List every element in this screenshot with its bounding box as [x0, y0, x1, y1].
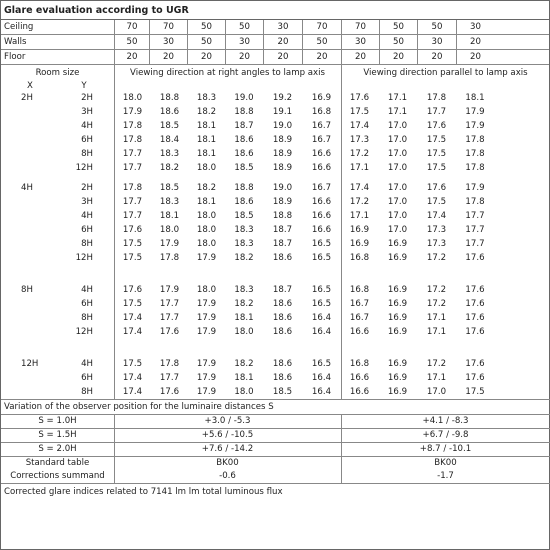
- ugr-value-parallel: 17.7: [465, 225, 485, 235]
- room-y-label: 12H: [75, 253, 93, 263]
- ugr-value-perpendicular: 18.6: [272, 359, 293, 369]
- ugr-value-parallel: 17.0: [387, 121, 408, 131]
- ugr-value-perpendicular: 17.6: [122, 285, 143, 295]
- room-y-label: 12H: [75, 163, 93, 173]
- ugr-value-perpendicular: 17.8: [122, 121, 143, 131]
- ugr-value-perpendicular: 17.6: [159, 387, 180, 397]
- reflectance-value: 30: [417, 35, 456, 50]
- variation-perpendicular: +3.0 / -5.3: [204, 416, 251, 426]
- ugr-value-parallel: 18.1: [465, 93, 485, 103]
- ugr-value-perpendicular: 17.9: [196, 387, 217, 397]
- room-y-label: 8H: [81, 239, 93, 249]
- ugr-value-perpendicular: 18.0: [196, 225, 217, 235]
- ugr-value-perpendicular: 17.9: [196, 373, 217, 383]
- reflectance-value: 20: [456, 50, 494, 65]
- reflectance-value: 50: [302, 35, 341, 50]
- divider-directions: [341, 65, 342, 399]
- ugr-value-parallel: 16.7: [311, 135, 332, 145]
- ugr-value-parallel: 17.1: [387, 107, 408, 117]
- ugr-value-perpendicular: 18.7: [272, 239, 293, 249]
- ugr-value-parallel: 17.8: [465, 135, 485, 145]
- ugr-value-parallel: 17.6: [465, 373, 485, 383]
- perpendicular-direction-label: Viewing direction at right angles to lamp axis: [130, 68, 325, 78]
- room-size-label: Room size: [35, 68, 80, 78]
- ugr-value-perpendicular: 18.2: [196, 183, 217, 193]
- ugr-value-perpendicular: 18.0: [159, 225, 180, 235]
- ugr-value-perpendicular: 18.5: [234, 163, 254, 173]
- ugr-value-parallel: 16.9: [387, 285, 408, 295]
- ugr-value-parallel: 16.9: [387, 373, 408, 383]
- ugr-value-perpendicular: 18.8: [272, 211, 293, 221]
- ugr-value-parallel: 17.0: [387, 225, 408, 235]
- ugr-value-perpendicular: 18.6: [234, 135, 254, 145]
- corrections-parallel: -1.7: [437, 471, 454, 481]
- ugr-value-parallel: 16.5: [311, 285, 332, 295]
- header-row-label: Ceiling: [4, 22, 34, 32]
- ugr-value-perpendicular: 19.0: [234, 93, 254, 103]
- ugr-value-perpendicular: 17.8: [159, 253, 180, 263]
- ugr-value-parallel: 16.6: [311, 211, 332, 221]
- corrections-perpendicular: -0.6: [219, 471, 236, 481]
- ugr-value-parallel: 16.6: [311, 149, 332, 159]
- header-row-label: Walls: [4, 37, 27, 47]
- variation-parallel: +4.1 / -8.3: [422, 416, 469, 426]
- ugr-value-parallel: 16.8: [311, 107, 332, 117]
- ugr-value-parallel: 17.6: [465, 285, 485, 295]
- ugr-value-perpendicular: 18.8: [234, 107, 254, 117]
- ugr-value-perpendicular: 18.6: [272, 313, 293, 323]
- ugr-value-perpendicular: 18.1: [196, 149, 217, 159]
- ugr-value-parallel: 17.5: [349, 107, 370, 117]
- ugr-value-perpendicular: 17.9: [122, 107, 143, 117]
- room-y-label: 4H: [81, 359, 93, 369]
- ugr-value-perpendicular: 18.2: [234, 299, 254, 309]
- ugr-value-parallel: 17.0: [387, 163, 408, 173]
- ugr-value-parallel: 16.7: [349, 313, 370, 323]
- ugr-value-perpendicular: 17.7: [122, 211, 143, 221]
- ugr-value-perpendicular: 17.5: [122, 359, 143, 369]
- y-label: Y: [81, 81, 87, 91]
- ugr-value-perpendicular: 17.9: [196, 299, 217, 309]
- room-y-label: 8H: [81, 313, 93, 323]
- ugr-value-parallel: 16.4: [311, 387, 332, 397]
- ugr-value-perpendicular: 18.6: [272, 373, 293, 383]
- reflectance-value: 30: [149, 35, 187, 50]
- ugr-value-perpendicular: 18.3: [196, 93, 217, 103]
- reflectance-value: 50: [379, 35, 417, 50]
- reflectance-value: 20: [379, 50, 417, 65]
- x-label: X: [27, 81, 33, 91]
- ugr-value-parallel: 16.5: [311, 239, 332, 249]
- ugr-value-parallel: 17.0: [387, 211, 408, 221]
- divider-room-size: [114, 65, 115, 399]
- ugr-value-perpendicular: 17.5: [122, 299, 143, 309]
- ugr-value-perpendicular: 18.7: [272, 225, 293, 235]
- observer-distance-label: S = 1.0H: [38, 416, 77, 426]
- room-y-label: 6H: [81, 373, 93, 383]
- room-y-label: 12H: [75, 327, 93, 337]
- ugr-value-perpendicular: 17.5: [122, 239, 143, 249]
- reflectance-value: 30: [341, 35, 379, 50]
- ugr-value-perpendicular: 18.6: [159, 107, 180, 117]
- ugr-value-parallel: 16.8: [349, 253, 370, 263]
- ugr-value-perpendicular: 17.8: [159, 359, 180, 369]
- ugr-value-parallel: 17.8: [465, 197, 485, 207]
- ugr-value-perpendicular: 17.4: [122, 387, 143, 397]
- header-row-ceiling: [1, 20, 549, 35]
- ugr-value-parallel: 17.7: [465, 211, 485, 221]
- ugr-value-parallel: 16.6: [311, 225, 332, 235]
- room-x-label: 2H: [21, 93, 33, 103]
- ugr-value-perpendicular: 18.0: [234, 387, 254, 397]
- ugr-value-perpendicular: 19.1: [272, 107, 293, 117]
- ugr-value-parallel: 17.8: [465, 163, 485, 173]
- reflectance-value: 20: [456, 35, 494, 50]
- ugr-value-parallel: 17.1: [349, 163, 370, 173]
- reflectance-value: 20: [417, 50, 456, 65]
- room-y-label: 2H: [81, 183, 93, 193]
- ugr-value-perpendicular: 18.3: [234, 225, 254, 235]
- ugr-value-perpendicular: 17.4: [122, 373, 143, 383]
- ugr-value-perpendicular: 18.7: [234, 121, 254, 131]
- ugr-value-parallel: 17.5: [465, 387, 485, 397]
- ugr-value-parallel: 16.7: [311, 183, 332, 193]
- ugr-value-parallel: 17.4: [349, 121, 370, 131]
- ugr-value-parallel: 17.2: [426, 299, 447, 309]
- ugr-value-perpendicular: 17.7: [122, 149, 143, 159]
- ugr-value-perpendicular: 18.0: [234, 327, 254, 337]
- reflectance-value: 50: [187, 35, 225, 50]
- reflectance-value: 20: [187, 50, 225, 65]
- ugr-value-perpendicular: 18.1: [234, 313, 254, 323]
- ugr-value-parallel: 17.0: [387, 197, 408, 207]
- ugr-value-parallel: 17.9: [465, 121, 485, 131]
- standard-table-parallel: BK00: [434, 458, 457, 468]
- divider-variation-label-col: [114, 414, 115, 483]
- ugr-value-perpendicular: 17.5: [122, 253, 143, 263]
- ugr-value-perpendicular: 18.7: [272, 285, 293, 295]
- ugr-value-parallel: 17.6: [465, 253, 485, 263]
- ugr-value-perpendicular: 17.9: [196, 359, 217, 369]
- ugr-value-parallel: 17.1: [387, 93, 408, 103]
- ugr-value-parallel: 17.5: [426, 135, 447, 145]
- ugr-value-perpendicular: 18.9: [272, 163, 293, 173]
- ugr-value-parallel: 17.0: [387, 183, 408, 193]
- ugr-value-parallel: 17.3: [426, 239, 447, 249]
- parallel-direction-label: Viewing direction parallel to lamp axis: [363, 68, 528, 78]
- corrections-summand-label: Corrections summand: [10, 471, 105, 481]
- reflectance-value: 20: [263, 50, 302, 65]
- header-row-walls: [1, 35, 549, 50]
- ugr-value-parallel: 17.8: [426, 93, 447, 103]
- ugr-value-parallel: 16.9: [387, 239, 408, 249]
- reflectance-value: 20: [114, 50, 149, 65]
- ugr-value-perpendicular: 18.5: [159, 121, 180, 131]
- ugr-value-parallel: 16.6: [311, 163, 332, 173]
- ugr-value-perpendicular: 18.9: [272, 149, 293, 159]
- ugr-value-perpendicular: 17.8: [122, 183, 143, 193]
- ugr-value-perpendicular: 18.8: [234, 183, 254, 193]
- ugr-value-parallel: 16.9: [311, 93, 332, 103]
- header-row-label: Floor: [4, 52, 26, 62]
- room-y-label: 4H: [81, 121, 93, 131]
- ugr-value-perpendicular: 18.1: [196, 121, 217, 131]
- ugr-value-perpendicular: 18.3: [234, 285, 254, 295]
- ugr-value-parallel: 16.6: [349, 327, 370, 337]
- ugr-value-perpendicular: 17.9: [196, 327, 217, 337]
- ugr-value-parallel: 17.6: [465, 359, 485, 369]
- reflectance-value: 70: [149, 20, 187, 35]
- ugr-value-perpendicular: 18.4: [159, 135, 180, 145]
- reflectance-value: 50: [379, 20, 417, 35]
- ugr-value-parallel: 17.9: [465, 107, 485, 117]
- reflectance-value: 30: [263, 20, 302, 35]
- ugr-value-perpendicular: 18.8: [159, 93, 180, 103]
- ugr-value-perpendicular: 18.2: [234, 253, 254, 263]
- variation-perpendicular: +5.6 / -10.5: [201, 430, 254, 440]
- ugr-value-perpendicular: 18.2: [234, 359, 254, 369]
- reflectance-value: 20: [149, 50, 187, 65]
- ugr-value-parallel: 16.9: [349, 225, 370, 235]
- ugr-value-perpendicular: 17.7: [122, 163, 143, 173]
- ugr-value-parallel: 17.1: [426, 327, 447, 337]
- ugr-value-perpendicular: 17.6: [159, 327, 180, 337]
- footer-note: Corrected glare indices related to 7141 lm lm total luminous flux: [4, 487, 283, 497]
- header-row-floor: [1, 50, 549, 65]
- ugr-value-parallel: 17.0: [387, 149, 408, 159]
- ugr-value-parallel: 17.6: [426, 121, 447, 131]
- ugr-value-perpendicular: 18.0: [196, 239, 217, 249]
- ugr-value-parallel: 16.5: [311, 359, 332, 369]
- ugr-value-perpendicular: 18.1: [196, 197, 217, 207]
- ugr-value-parallel: 17.7: [465, 239, 485, 249]
- ugr-value-perpendicular: 18.5: [159, 183, 180, 193]
- room-y-label: 6H: [81, 299, 93, 309]
- standard-table-perpendicular: BK00: [216, 458, 239, 468]
- ugr-value-perpendicular: 18.0: [196, 163, 217, 173]
- ugr-value-parallel: 17.4: [426, 211, 447, 221]
- ugr-value-perpendicular: 18.1: [159, 211, 180, 221]
- ugr-value-parallel: 17.4: [349, 183, 370, 193]
- ugr-value-perpendicular: 18.3: [234, 239, 254, 249]
- ugr-value-perpendicular: 17.7: [159, 373, 180, 383]
- ugr-value-parallel: 17.2: [426, 359, 447, 369]
- ugr-value-perpendicular: 17.7: [159, 299, 180, 309]
- ugr-value-perpendicular: 19.0: [272, 183, 293, 193]
- ugr-value-perpendicular: 18.3: [159, 149, 180, 159]
- ugr-value-parallel: 16.5: [311, 299, 332, 309]
- ugr-value-perpendicular: 17.4: [122, 313, 143, 323]
- reflectance-value: 50: [114, 35, 149, 50]
- ugr-value-perpendicular: 17.9: [159, 285, 180, 295]
- variation-parallel: +8.7 / -10.1: [419, 444, 472, 454]
- reflectance-value: 70: [341, 20, 379, 35]
- room-x-label: 8H: [21, 285, 33, 295]
- ugr-value-perpendicular: 18.5: [234, 211, 254, 221]
- ugr-value-perpendicular: 17.8: [122, 135, 143, 145]
- table-title: Glare evaluation according to UGR: [1, 1, 549, 20]
- reflectance-value: 50: [187, 20, 225, 35]
- room-y-label: 4H: [81, 285, 93, 295]
- ugr-value-perpendicular: 17.4: [122, 327, 143, 337]
- ugr-value-parallel: 17.2: [349, 149, 370, 159]
- room-y-label: 4H: [81, 211, 93, 221]
- ugr-value-perpendicular: 18.9: [272, 135, 293, 145]
- ugr-value-perpendicular: 18.5: [272, 387, 293, 397]
- ugr-value-parallel: 16.9: [387, 299, 408, 309]
- observer-distance-label: S = 2.0H: [38, 444, 77, 454]
- ugr-value-parallel: 17.0: [426, 387, 447, 397]
- ugr-value-parallel: 17.2: [349, 197, 370, 207]
- ugr-value-parallel: 17.3: [349, 135, 370, 145]
- ugr-value-parallel: 17.8: [465, 149, 485, 159]
- reflectance-value: 70: [114, 20, 149, 35]
- ugr-value-perpendicular: 17.9: [196, 313, 217, 323]
- reflectance-value: 20: [225, 50, 263, 65]
- reflectance-value: 50: [225, 20, 263, 35]
- ugr-value-perpendicular: 19.2: [272, 93, 293, 103]
- ugr-value-parallel: 17.5: [426, 149, 447, 159]
- ugr-value-parallel: 16.9: [387, 387, 408, 397]
- room-y-label: 3H: [81, 197, 93, 207]
- ugr-value-parallel: 16.9: [387, 359, 408, 369]
- divider-corrections-bottom: [1, 483, 550, 484]
- ugr-value-perpendicular: 18.0: [196, 211, 217, 221]
- ugr-value-perpendicular: 17.7: [159, 313, 180, 323]
- reflectance-value: 70: [302, 20, 341, 35]
- ugr-value-parallel: 16.8: [349, 359, 370, 369]
- room-y-label: 8H: [81, 149, 93, 159]
- ugr-value-perpendicular: 18.9: [272, 197, 293, 207]
- ugr-value-parallel: 16.8: [349, 285, 370, 295]
- ugr-value-parallel: 17.7: [426, 107, 447, 117]
- room-y-label: 6H: [81, 135, 93, 145]
- ugr-value-perpendicular: 17.9: [159, 239, 180, 249]
- ugr-value-perpendicular: 17.7: [122, 197, 143, 207]
- ugr-value-perpendicular: 18.6: [272, 299, 293, 309]
- ugr-value-perpendicular: 17.9: [196, 253, 217, 263]
- room-y-label: 6H: [81, 225, 93, 235]
- ugr-value-parallel: 17.9: [465, 183, 485, 193]
- ugr-value-parallel: 16.6: [349, 387, 370, 397]
- ugr-value-parallel: 16.6: [349, 373, 370, 383]
- room-x-label: 12H: [21, 359, 39, 369]
- reflectance-value: 30: [456, 20, 494, 35]
- ugr-value-parallel: 16.6: [311, 197, 332, 207]
- ugr-value-parallel: 16.7: [311, 121, 332, 131]
- ugr-value-perpendicular: 18.2: [196, 107, 217, 117]
- ugr-value-parallel: 17.2: [426, 285, 447, 295]
- reflectance-value: 30: [225, 35, 263, 50]
- ugr-value-parallel: 17.3: [426, 225, 447, 235]
- ugr-value-parallel: 16.4: [311, 373, 332, 383]
- reflectance-value: 20: [341, 50, 379, 65]
- ugr-value-parallel: 17.1: [426, 373, 447, 383]
- room-y-label: 2H: [81, 93, 93, 103]
- standard-table-label: Standard table: [25, 458, 90, 468]
- variation-parallel: +6.7 / -9.8: [422, 430, 469, 440]
- ugr-value-parallel: 17.6: [426, 183, 447, 193]
- ugr-value-parallel: 17.6: [349, 93, 370, 103]
- variation-label: Variation of the observer position for the luminaire distances S: [4, 402, 274, 412]
- ugr-value-perpendicular: 18.1: [234, 373, 254, 383]
- observer-distance-label: S = 1.5H: [38, 430, 77, 440]
- room-y-label: 3H: [81, 107, 93, 117]
- ugr-value-perpendicular: 18.6: [272, 253, 293, 263]
- ugr-value-parallel: 16.7: [349, 299, 370, 309]
- ugr-value-perpendicular: 18.1: [196, 135, 217, 145]
- ugr-value-perpendicular: 18.6: [234, 197, 254, 207]
- ugr-value-parallel: 17.1: [426, 313, 447, 323]
- ugr-value-perpendicular: 18.2: [159, 163, 180, 173]
- ugr-value-parallel: 17.0: [387, 135, 408, 145]
- ugr-value-parallel: 17.5: [426, 197, 447, 207]
- ugr-value-perpendicular: 19.0: [272, 121, 293, 131]
- room-x-label: 4H: [21, 183, 33, 193]
- ugr-value-perpendicular: 18.6: [272, 327, 293, 337]
- divider-variation-directions: [341, 414, 342, 483]
- ugr-value-perpendicular: 17.6: [122, 225, 143, 235]
- ugr-value-parallel: 16.5: [311, 253, 332, 263]
- ugr-value-parallel: 16.4: [311, 313, 332, 323]
- ugr-value-parallel: 17.5: [426, 163, 447, 173]
- room-y-label: 8H: [81, 387, 93, 397]
- ugr-value-perpendicular: 18.6: [234, 149, 254, 159]
- ugr-value-parallel: 16.9: [387, 253, 408, 263]
- ugr-value-parallel: 17.6: [465, 327, 485, 337]
- ugr-value-parallel: 16.4: [311, 327, 332, 337]
- ugr-value-parallel: 16.9: [349, 239, 370, 249]
- reflectance-value: 20: [263, 35, 302, 50]
- ugr-value-parallel: 17.2: [426, 253, 447, 263]
- ugr-value-perpendicular: 18.3: [159, 197, 180, 207]
- ugr-value-perpendicular: 18.0: [196, 285, 217, 295]
- variation-perpendicular: +7.6 / -14.2: [201, 444, 254, 454]
- reflectance-value: 20: [302, 50, 341, 65]
- ugr-value-parallel: 16.9: [387, 313, 408, 323]
- ugr-value-parallel: 17.1: [349, 211, 370, 221]
- ugr-value-parallel: 17.6: [465, 313, 485, 323]
- ugr-value-parallel: 17.6: [465, 299, 485, 309]
- reflectance-value: 50: [417, 20, 456, 35]
- ugr-value-parallel: 16.9: [387, 327, 408, 337]
- ugr-value-perpendicular: 18.0: [122, 93, 143, 103]
